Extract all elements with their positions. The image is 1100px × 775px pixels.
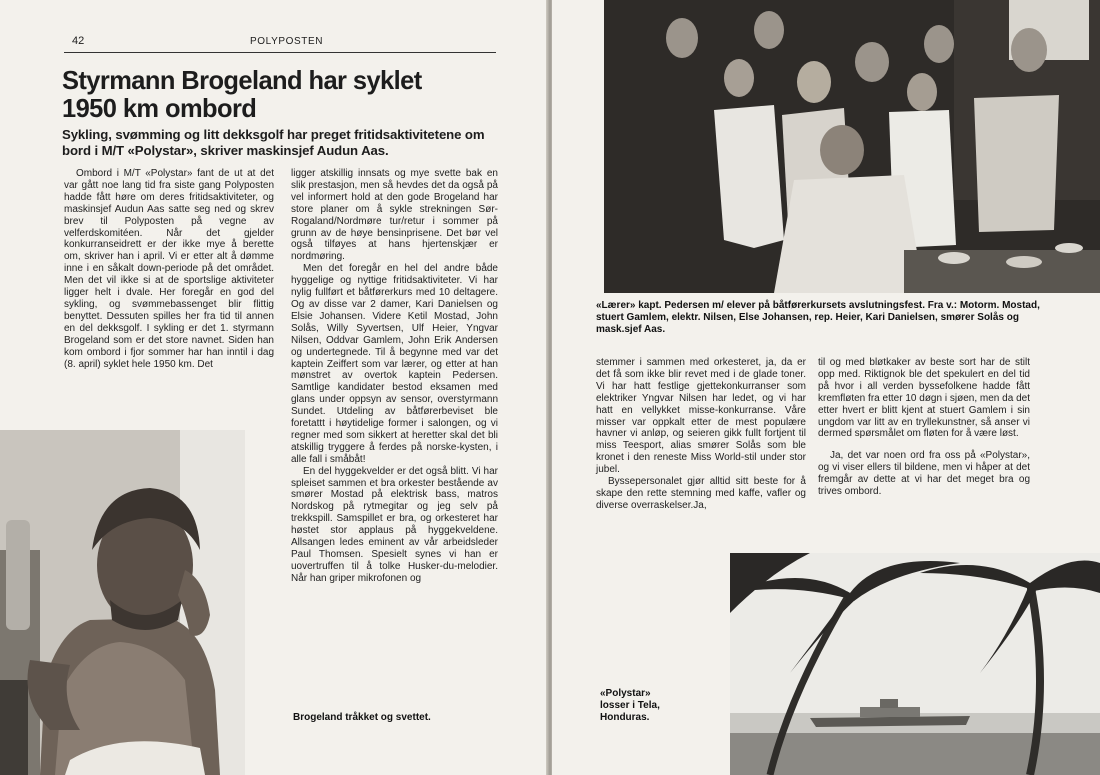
paragraph: Ombord i M/T «Polystar» fant de ut at det var gått noe lang tid fra siste gang Polyposten hadde fått høre om deres fritidsaktiviteter, og maskinsjef Audun Aas satte seg ned og skrev brev til Polyposten på vegne av velferdskomitéen. Når det gjelder konkurranseidrett er der ikke mye å berette om, skriver han i april. Vi er etter alt å dømme inne i en såkalt down-periode på det området. Men det vil ikke si at de sportslige aktiviteter ligger helt i dvale. Her foregår en god del sykling, og svømmebassenget blir flittig benyttet. Dessuten spilles her fra tid til annen en del dekksgolf. I sykling er det 1. styrmann Brogeland som er det store navnet. Siden han kom ombord i fjor sommer har han inntil i dag (8. april) syklet hele 1950 km. Det (64, 168, 274, 370)
page-number: 42 (72, 35, 85, 47)
headline-line-1: Styrmann Brogeland har syklet (62, 65, 422, 95)
photo-polystar-tela (730, 553, 1100, 775)
text-column-4 (818, 357, 1030, 498)
paragraph: til og med bløtkaker av beste sort har de stilt opp med. Riktignok ble det spekulert en del tid på hvor i all verden byssefolkene hadde fått kremfløten fra etter 10 døgn i sjøen, men da det etter hvert er blitt kjent at stuert Gamlem i sin ungdom var litt av en tryllekunstner, så anser vi dermed spørsmålet om fløten for å være løst. (818, 357, 1030, 440)
caption-line: «Polystar» (600, 688, 651, 699)
photo-group-drawing (604, 0, 1100, 293)
photo-brogeland-drawing (0, 430, 245, 775)
right-page (552, 0, 1100, 775)
paragraph: En del hyggekvelder er det også blitt. Vi har spleiset sammen et bra orkester bestående av smører Mostad på elektrisk bass, matros Nordskog på rytmegitar og jeg selv på trekkspill. Samspillet er bra, og orkesteret har høstet stor applaus på hyggekveldene. Allsangen ledes eminent av vår arbeidsleder Paul Thomsen. Spesielt synes vi han er uovertruffen til å tolke Husker-du-melodier. Når han griper mikrofonen og (291, 465, 498, 584)
running-head: POLYPOSTEN (250, 36, 324, 47)
paragraph: stemmer i sammen med orkesteret, ja, da er det få som ikke blir revet med i de glade toner. Vi har hatt festlige gjettekonkurranser som elektriker Yngvar Nilsen har ledet, og vi har hatt en vellykket misse-konkurranse. Våre misser var oppkalt etter de mest populære havner vi anløp, og seieren gikk fullt fortjent til miss Teesport, alias smører Solås som ble kronet i den reneste Miss World-stil under stor jubel. (596, 357, 806, 476)
paragraph: Byssepersonalet gjør alltid sitt beste for å skape den rette stemning med kaffe, vafler og diverse overraskelser.Ja, (596, 476, 806, 511)
photo-group (604, 0, 1100, 293)
photo-caption-group: «Lærer» kapt. Pedersen m/ elever på båtførerkursets avslutningsfest. Fra v.: Motorm. Mostad, stuert Gamlem, elektr. Nilsen, Else Johansen, rep. Heier, Kari Danielsen, smører Solås og mask.sjef Aas. (596, 300, 1040, 335)
text-column-3 (596, 357, 806, 512)
headline-line-2: 1950 km ombord (62, 93, 257, 123)
photo-brogeland (0, 430, 245, 775)
article-headline (62, 66, 493, 122)
text-column-2 (291, 168, 498, 585)
caption-line: losser i Tela, (600, 700, 660, 711)
paragraph: Ja, det var noen ord fra oss på «Polystar», og vi viser ellers til bildene, men vi håper at det fremgår av dette at vi har det meget bra og trives ombord. (818, 450, 1030, 498)
photo-caption-brogeland: Brogeland tråkket og svettet. (293, 712, 431, 723)
text-column-1 (64, 168, 274, 370)
left-page (0, 0, 548, 775)
paragraph: Men det foregår en hel del andre både hyggelige og nyttige fritidsaktiviteter. Vi har nylig fullført et båtførerkurs med 10 deltagere. Og av disse var 2 damer, Kari Danielsen og Elsie Johansen. Videre Ketil Mostad, John Solås, Willy Syvertsen, Ulf Heier, Yngvar Nilsen, Oddvar Gamlem, John Erik Andersen og undertegnede. Til å begynne med var det kaptein Zeiffert som var lærer, og etter at han mønstret av overtok kaptein Pedersen. Samtlige kandidater bestod eksamen med glans under oppsyn av sensor, overstyrmann Sundet. Utdeling av båtførerbeviset ble foretattt i høytidelige former i salongen, og vi regner med som sikkert at heretter skal det bli atskillig tryggere å ferdes på norske-kysten, i alle fall i småbåt! (291, 263, 498, 465)
photo-caption-polystar (600, 688, 720, 724)
article-deck: Sykling, svømming og litt dekksgolf har preget fritidsaktivitetene om bord i M/T «Polystar», skriver maskinsjef Audun Aas. (62, 127, 485, 158)
paragraph: ligger atskillig innsats og mye svette bak en slik prestasjon, men så hevdes det da også på vel informert hold at den gode Brogeland har store planer om å sykle strekningen Sør-Rogaland/Nordmøre tur/retur i sommer på grunn av de høye bensinprisene. Det bør vel også tilføyes at hans hjertenskjær er nordmøring. (291, 168, 498, 263)
header-rule (64, 52, 496, 53)
photo-palm-drawing (730, 553, 1100, 775)
caption-line: Honduras. (600, 712, 650, 723)
